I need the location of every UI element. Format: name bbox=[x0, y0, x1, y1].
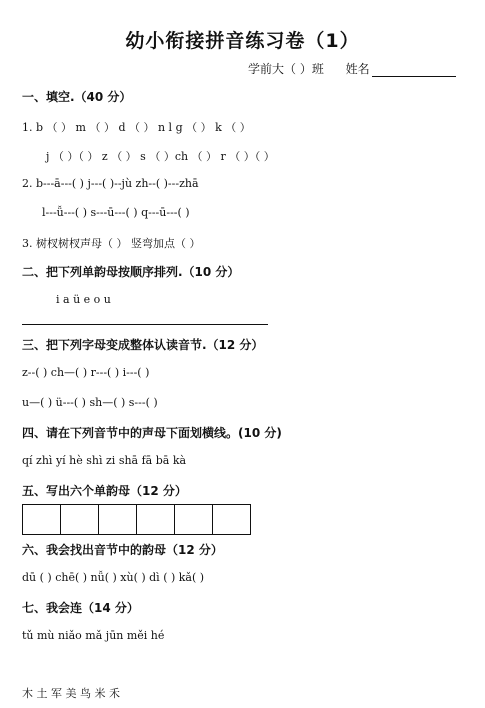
name-label: 姓名 bbox=[345, 62, 370, 76]
syllable-line-2: u—( ) ü---( ) sh—( ) s---( ) bbox=[22, 396, 158, 409]
fill-line-3: 2. b---ā---( ) j---( )--jù zh--( )---zhā bbox=[22, 177, 199, 190]
student-info bbox=[248, 60, 456, 77]
fill-line-5: 3. 树杈树杈声母（ ） 竖弯加点（ ） bbox=[22, 237, 201, 250]
fill-line-4: l---ǚ---( ) s---ū---( ) q---ū---( ) bbox=[42, 206, 190, 219]
name-blank[interactable] bbox=[372, 64, 456, 77]
section-1-heading: 一、填空.（40 分） bbox=[22, 90, 132, 104]
answer-box[interactable] bbox=[137, 505, 175, 534]
answer-box[interactable] bbox=[23, 505, 61, 534]
finals-line: dū ( ) chē( ) nǚ( ) xù( ) dì ( ) kǎ( ) bbox=[22, 571, 205, 584]
section-6-heading: 六、我会找出音节中的韵母（12 分） bbox=[22, 543, 223, 557]
character-row: 木 土 军 美 鸟 米 禾 bbox=[22, 687, 120, 700]
fill-line-1: 1. b （ ） m （ ） d （ ） n l g （ ） k （ ） bbox=[22, 121, 251, 134]
class-label: 学前大（ ）班 bbox=[248, 62, 324, 76]
pinyin-row: tǔ mù niǎo mǎ jūn měi hé bbox=[22, 629, 165, 642]
answer-box[interactable] bbox=[213, 505, 250, 534]
section-2-heading: 二、把下列单韵母按顺序排列.（10 分） bbox=[22, 265, 240, 279]
answer-line[interactable] bbox=[22, 324, 268, 325]
syllable-line-1: z--( ) ch—( ) r---( ) i---( ) bbox=[22, 366, 150, 379]
section-4-heading: 四、请在下列音节中的声母下面划横线。(10 分) bbox=[22, 426, 282, 440]
answer-box[interactable] bbox=[99, 505, 137, 534]
fill-line-2: j （ ）（ ） z （ ） s （ ）ch （ ） r （ ）（ ） bbox=[46, 150, 275, 163]
page-title: 幼小衔接拼音练习卷（1） bbox=[125, 30, 360, 52]
vowel-list: i a ü e o u bbox=[56, 293, 111, 306]
initials-line: qí zhì yí hè shì zi shā fā bā kà bbox=[22, 454, 187, 467]
section-3-heading: 三、把下列字母变成整体认读音节.（12 分） bbox=[22, 338, 264, 352]
section-7-heading: 七、我会连（14 分） bbox=[22, 601, 139, 615]
answer-box[interactable] bbox=[175, 505, 213, 534]
section-5-heading: 五、写出六个单韵母（12 分） bbox=[22, 484, 187, 498]
answer-grid bbox=[22, 504, 251, 535]
answer-box[interactable] bbox=[61, 505, 99, 534]
